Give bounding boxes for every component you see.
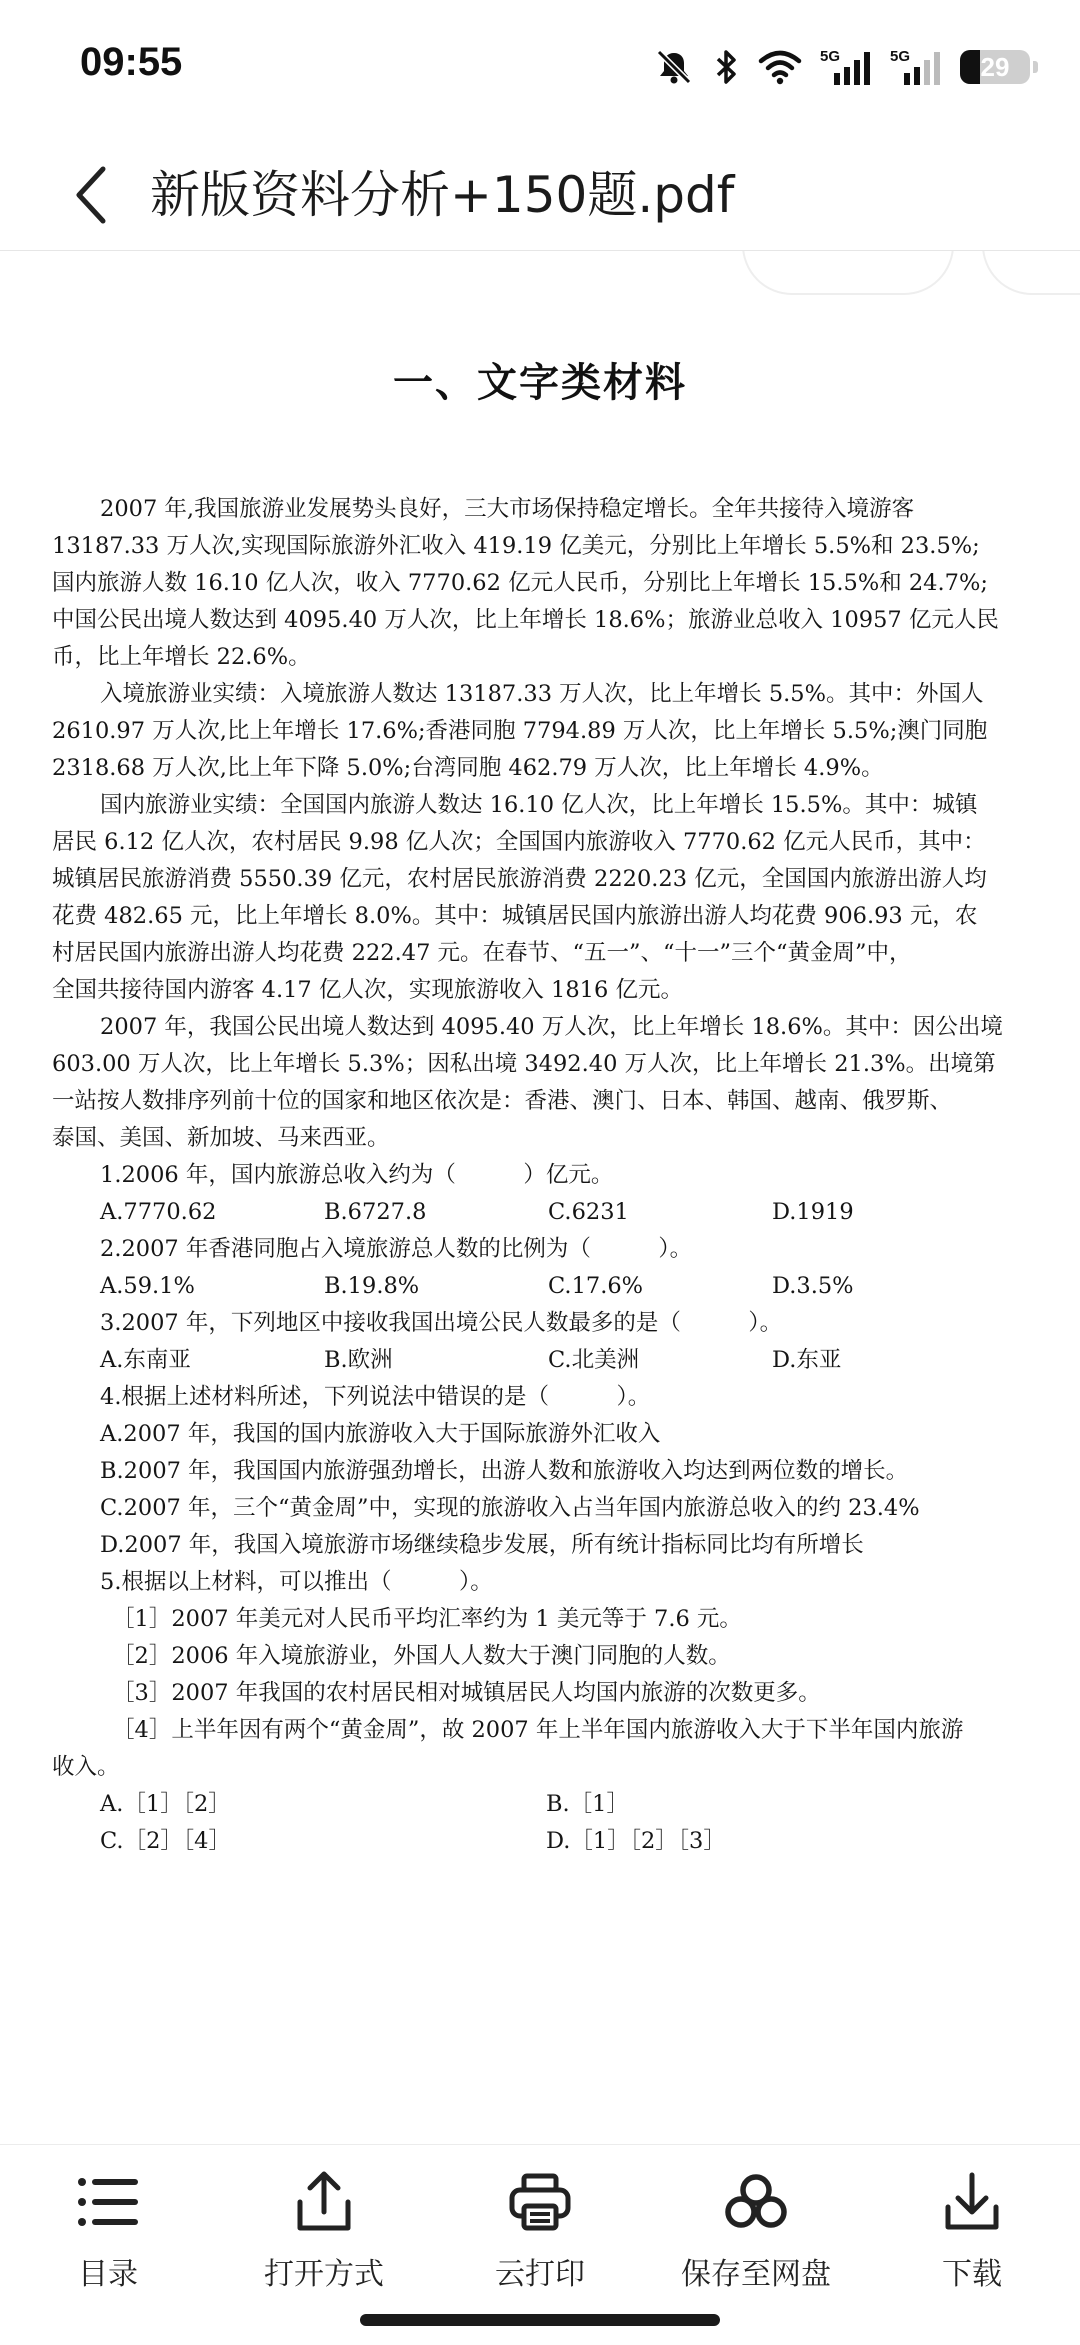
text-line: 村居民国内旅游出游人均花费 222.47 元。在春节、“五一”、“十一”三个“黄金周”中， [52,940,912,966]
text-line: 中国公民出境人数达到 4095.40 万人次，比上年增长 18.6%；旅游业总收入 10957 亿元人民 [52,607,999,633]
statement: ［2］2006 年入境旅游业，外国人人数大于澳门同胞的人数。 [112,1643,731,1669]
question-stem: 4.根据上述材料所述，下列说法中错误的是（ ）。 [100,1384,651,1410]
floating-control[interactable] [742,251,954,295]
battery-icon [960,50,1030,84]
answer-options [52,1268,1036,1305]
option-a: A.2007 年，我国的国内旅游收入大于国际旅游外汇收入 [100,1421,661,1447]
bell-off-icon [654,47,694,87]
back-button[interactable] [56,160,126,230]
option-c: C.北美洲 [548,1347,640,1373]
download-button[interactable] [864,2145,1080,2305]
question-stem: 1.2006 年，国内旅游总收入约为（ ）亿元。 [100,1162,614,1188]
answer-options [52,1342,1036,1379]
battery-fill [960,50,980,84]
text-line: 全国共接待国内游客 4.17 亿人次，实现旅游收入 1816 亿元。 [52,977,683,1003]
svg-text:5G: 5G [820,48,841,65]
statement: 收入。 [52,1754,120,1780]
cloud-print-button[interactable] [432,2145,648,2305]
save-to-drive-button[interactable] [648,2145,864,2305]
option-a: A.7770.62 [100,1199,217,1225]
question-stem: 5.根据以上材料，可以推出（ ）。 [100,1569,493,1595]
option-c: C.2007 年，三个“黄金周”中，实现的旅游收入占当年国内旅游总收入的约 23.4% [100,1495,920,1521]
document-body [52,491,1036,1860]
printer-icon [508,2172,572,2232]
text-line: 2007 年，我国公民出境人数达到 4095.40 万人次，比上年增长 18.6%。其中：因公出境 [100,1014,1003,1040]
download-label: 下载 [942,2257,1002,2292]
option-c: C.6231 [548,1199,629,1225]
option-d: D.2007 年，我国入境旅游市场继续稳步发展，所有统计指标同比均有所增长 [100,1532,864,1558]
option-d: D.［1］［2］［3］ [546,1828,726,1854]
wifi-icon [758,49,802,85]
text-line: 国内旅游人数 16.10 亿人次，收入 7770.62 亿元人民币，分别比上年增长 15.5%和 24.7%; [52,570,988,596]
save-to-drive-label: 保存至网盘 [681,2257,831,2292]
chevron-left-icon [71,165,111,225]
share-upload-icon [294,2170,354,2234]
bluetooth-icon [712,47,740,87]
option-a: A.59.1% [100,1273,195,1299]
text-line: 币，比上年增长 22.6%。 [52,644,311,670]
floating-control[interactable] [982,251,1080,295]
cloud-drive-icon [721,2172,791,2232]
text-line: 入境旅游业实绩：入境旅游人数达 13187.33 万人次，比上年增长 5.5%。其中：外国人 [100,681,984,707]
statement: ［1］2007 年美元对人民币平均汇率约为 1 美元等于 7.6 元。 [112,1606,742,1632]
page-heading: 一、文字类材料 [393,360,687,406]
option-d: D.1919 [772,1199,854,1225]
option-b: B.欧洲 [324,1347,393,1373]
list-icon [76,2174,140,2230]
app-header [0,140,1080,251]
svg-text:5G: 5G [890,48,911,65]
answer-options [52,1786,1036,1823]
statement: ［3］2007 年我国的农村居民相对城镇居民人均国内旅游的次数更多。 [112,1680,821,1706]
pdf-viewer[interactable] [0,251,1080,2066]
option-a: A.［1］［2］ [100,1791,231,1817]
document-title: 新版资料分析+150题.pdf [150,166,735,224]
option-c: C.［2］［4］ [100,1828,231,1854]
text-line: 泰国、美国、新加坡、马来西亚。 [52,1125,390,1151]
option-a: A.东南亚 [100,1347,191,1373]
option-d: D.东亚 [772,1347,842,1373]
answer-options [52,1823,1036,1860]
text-line: 国内旅游业实绩：全国国内旅游人数达 16.10 亿人次，比上年增长 15.5%。其中：城镇 [100,792,978,818]
text-line: 13187.33 万人次,实现国际旅游外汇收入 419.19 亿美元，分别比上年增长 5.5%和 23.5%; [52,533,980,559]
option-d: D.3.5% [772,1273,854,1299]
option-b: B.2007 年，我国国内旅游强劲增长，出游人数和旅游收入均达到两位数的增长。 [100,1458,909,1484]
text-line: 花费 482.65 元，比上年增长 8.0%。其中：城镇居民国内旅游出游人均花费 906.93 元，农 [52,903,978,929]
toc-label: 目录 [78,2257,138,2292]
text-line: 603.00 万人次，比上年增长 5.3%；因私出境 3492.40 万人次，比上年增长 21.3%。出境第 [52,1051,996,1077]
text-line: 2318.68 万人次,比上年下降 5.0%;台湾同胞 462.79 万人次，比上年增长 4.9%。 [52,755,884,781]
open-with-label: 打开方式 [264,2257,384,2292]
toc-button[interactable] [0,2145,216,2305]
text-line: 2610.97 万人次,比上年增长 17.6%;香港同胞 7794.89 万人次，比上年增长 5.5%;澳门同胞 [52,718,988,744]
option-c: C.17.6% [548,1273,644,1299]
text-line: 2007 年,我国旅游业发展势头良好，三大市场保持稳定增长。全年共接待入境游客 [100,496,915,522]
status-icons [654,42,1030,92]
status-bar [0,0,1080,140]
battery-level: 29 [980,51,1010,82]
option-b: B.19.8% [324,1273,420,1299]
status-time: 09:55 [80,40,183,84]
answer-options [52,1194,1036,1231]
option-b: B.［1］ [546,1791,630,1817]
question-stem: 3.2007 年，下列地区中接收我国出境公民人数最多的是（ ）。 [100,1310,783,1336]
question-stem: 2.2007 年香港同胞占入境旅游总人数的比例为（ ）。 [100,1236,693,1262]
home-indicator[interactable] [360,2314,720,2326]
text-line: 一站按人数排序列前十位的国家和地区依次是：香港、澳门、日本、韩国、越南、俄罗斯、 [52,1088,953,1114]
text-line: 居民 6.12 亿人次，农村居民 9.98 亿人次；全国国内旅游收入 7770.62 亿元人民币，其中： [52,829,986,855]
download-icon [942,2171,1002,2233]
statement: ［4］上半年因有两个“黄金周”，故 2007 年上半年国内旅游收入大于下半年国内旅游 [112,1717,964,1743]
text-line: 城镇居民旅游消费 5550.39 亿元，农村居民旅游消费 2220.23 亿元，全国国内旅游出游人均 [52,866,987,892]
option-b: B.6727.8 [324,1199,427,1225]
cloud-print-label: 云打印 [495,2257,585,2292]
pdf-page [0,251,1080,2066]
signal-5g-icon [820,47,872,87]
open-with-button[interactable] [216,2145,432,2305]
signal-5g-icon [890,47,942,87]
